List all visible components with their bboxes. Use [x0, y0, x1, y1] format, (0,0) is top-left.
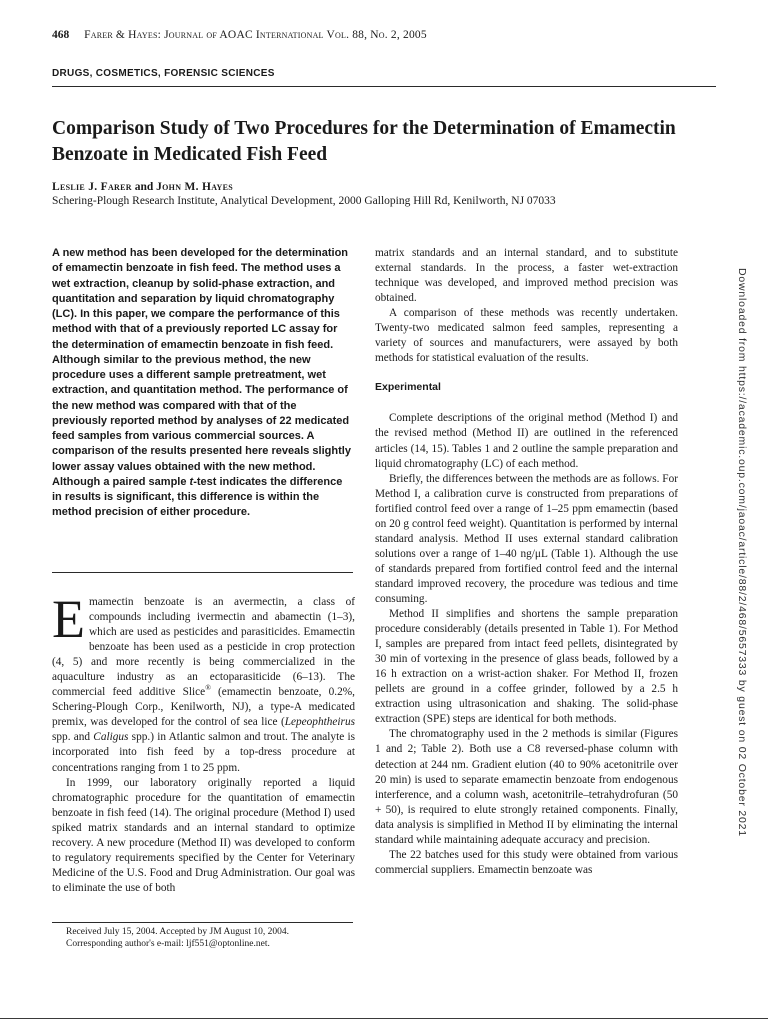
- drop-cap: E: [52, 589, 85, 649]
- right-paragraph-2: A comparison of these methods was recently undertaken. Twenty-two medicated salmon feed samples, representing a variety of sources and manufacturers, were assayed by both methods for statistical evaluation of the results.: [375, 307, 678, 365]
- right-paragraph-5: Method II simplifies and shortens the sample preparation procedure considerably (details presented in Table 1). For Method I, samples are prepared from intact feed pellets, disintegrated by 30 min of vortexing in the presence of glass beads, followed by a 16 h extraction on a wrist-action shaker. For Method II, frozen pellets are ground in a coffee grinder, followed by a 2.5 h extraction using ultrasonication and shaking. The solid-phase extraction (SPE) steps are identical for both methods.: [375, 608, 678, 726]
- affiliation: Schering-Plough Research Institute, Analytical Development, 2000 Galloping Hill Rd, Kenilworth, NJ 07033: [52, 195, 556, 207]
- right-paragraph-7: The 22 batches used for this study were obtained from various commercial suppliers. Emamectin benzoate was: [375, 848, 678, 876]
- section-heading-experimental: Experimental: [375, 381, 441, 394]
- left-column: [52, 589, 355, 896]
- intro-text-b: (emamectin benzoate, 0.2%, Schering-Plough Corp., Kenilworth, NJ), a type-A medicated premix, was developed for the control of sea lice (: [52, 686, 355, 729]
- intro-text-d: spp.) in Atlantic salmon and trout. The analyte is incorporated into fish feed by a top-dress procedure at concentrations ranging from 1 to 25 ppm.: [52, 731, 355, 774]
- registered-mark: ®: [205, 683, 211, 693]
- header-rule: [52, 86, 716, 87]
- abstract-text-1: A new method has been developed for the determination of emamectin benzoate in fish feed. The method uses a wet extraction, cleanup by solid-phase extraction, and quantitation and separation by liquid chromatography (LC). In this paper, we compare the performance of this method with that of a previously reported LC assay for the determination of emamectin benzoate in fish feed. Although similar to the previous method, the new procedure uses a different sample pretreatment, wet extraction, and quantitation method. The performance of the new method was compared with that of the previously reported method by analyses of 22 medicated feed samples from various commercial sources. A comparison of the results presented here reveals slightly lower assay values obtained with the new method. Although a paired sample: [52, 247, 351, 488]
- right-column: [375, 246, 678, 878]
- abstract: [52, 246, 352, 521]
- page-number: 468: [52, 29, 70, 41]
- running-head: [52, 29, 427, 41]
- page-bottom-rule: [0, 1018, 768, 1019]
- footnote-rule: [52, 922, 353, 923]
- right-paragraph-3: Complete descriptions of the original method (Method I) and the revised method (Method II) are outlined in the referenced articles (14, 15). Tables 1 and 2 outline the sample preparation and liquid chromatography (LC) of each method.: [375, 412, 678, 470]
- right-paragraph-4-a: Briefly, the differences between the methods are as follows. For Method I, a calibration curve is constructed from preparations of fortified control feed over a range of 1–25 ppm emamectin (based on 20 g control feed weight). Quantitation is performed by internal standard analysis. Method II uses external standard calibration solutions over a range of 1–40 ng/: [375, 472, 678, 560]
- abstract-italic-t: t: [189, 475, 194, 488]
- species-name-1: Lepeophtheirus: [284, 716, 355, 729]
- intro-paragraph-2: In 1999, our laboratory originally reported a liquid chromatographic procedure for the quantitation of emamectin benzoate in fish feed (14). The original procedure (Method I) used spiked matrix standards and an internal standard to optimize recovery. A new procedure (Method II) was developed to conform to regulatory requirements specified by the Center for Veterinary Medicine of the U.S. Food and Drug Administration. Our goal was to eliminate the use of both: [52, 776, 355, 894]
- author-2: John M. Hayes: [156, 181, 234, 193]
- abstract-text-2: -test indicates the difference in results is significant, this difference is within the method precision of either procedure.: [52, 475, 343, 519]
- download-watermark-text: Downloaded from https://academic.oup.com/jaoac/article/88/2/468/5657333 by guest on 02 October 2021: [736, 268, 748, 837]
- author-line: [52, 181, 233, 193]
- journal-citation: Farer & Hayes: Journal of AOAC International Vol. 88, No. 2, 2005: [84, 29, 427, 41]
- right-paragraph-6: The chromatography used in the 2 methods is similar (Figures 1 and 2; Table 2). Both use a C8 reversed-phase column with detection at 244 nm. Gradient elution (40 to 90% acetonitrile over 20 min) is used to separate emamectin benzoate from endogenous interference, and a column wash, acetonitrile–tetrahydrofuran (50 + 50), is required to elute strongly retained components. Finally, data analysis is simplified in Method II by eliminating the internal standard while maintaining adequate accuracy and precision.: [375, 728, 678, 846]
- intro-paragraph-1: [52, 589, 355, 776]
- author-conjunction: and: [134, 181, 154, 193]
- article-title: Comparison Study of Two Procedures for the Determination of Emamectin Benzoate in Medicated Fish Feed: [52, 118, 676, 165]
- micro-symbol: μ: [534, 547, 541, 560]
- intro-text-c: spp. and: [52, 731, 94, 744]
- right-paragraph-4-b: L (Table 1). Although the use of standards prepared from fortified control feed and the internal standard improved recovery, the procedure was tedious and time consuming.: [375, 547, 678, 605]
- download-watermark: [734, 268, 752, 968]
- right-paragraph-4: [375, 472, 678, 607]
- section-label: DRUGS, COSMETICS, FORENSIC SCIENCES: [52, 68, 275, 79]
- species-name-2: Caligus: [93, 731, 129, 744]
- received-note: Received July 15, 2004. Accepted by JM August 10, 2004.: [66, 927, 289, 937]
- intro-text-a: mamectin benzoate is an avermectin, a class of compounds including ivermectin and abamectin (1–3), which are used as pesticides and parasiticides. Emamectin benzoate has been used as a pesticide in crop protection (4, 5) and more recently is being commercialized in the aquaculture industry as an ectoparasiticide (6–13). The commercial feed additive Slice: [52, 596, 355, 699]
- email-note: Corresponding author's e-mail: ljf551@optonline.net.: [66, 939, 270, 949]
- right-paragraph-1: matrix standards and an internal standard, and to substitute external standards. In the process, a faster wet-extraction technique was developed, and improved method precision was obtained.: [375, 247, 678, 305]
- footnotes: [66, 926, 356, 950]
- author-1: Leslie J. Farer: [52, 181, 132, 193]
- abstract-rule: [52, 572, 353, 573]
